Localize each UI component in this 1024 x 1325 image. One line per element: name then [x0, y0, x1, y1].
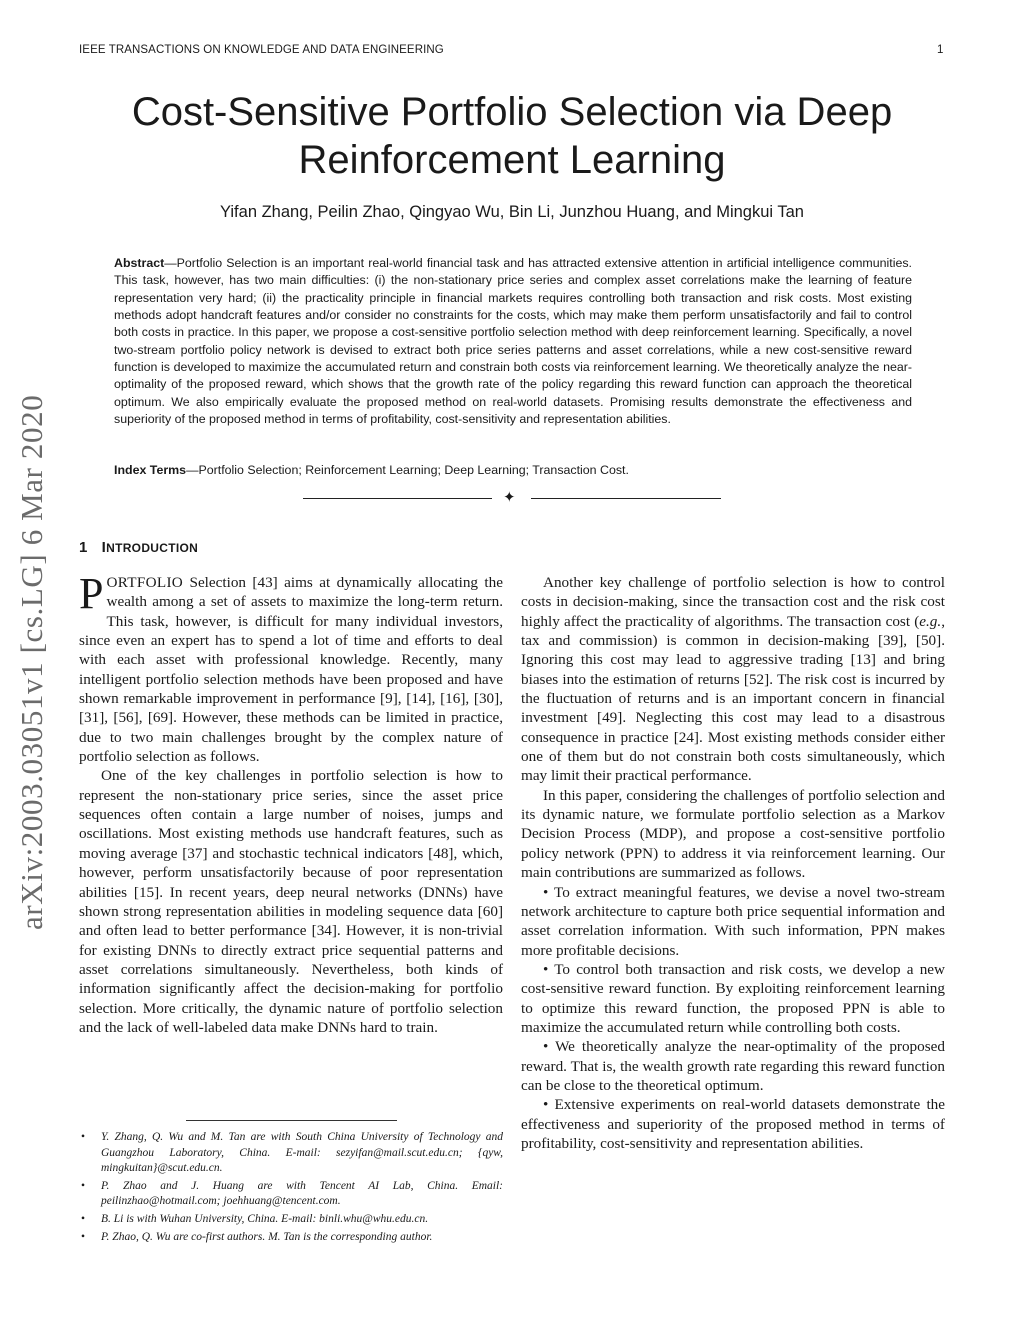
footnote-rule: [186, 1120, 397, 1121]
eg-abbrev: e.g.: [919, 612, 942, 630]
abstract-text: —Portfolio Selection is an important real-world financial task and has attracted extensive attention in artificial intelligence communities. This task, however, has two main difficulties: (i) the non-stationary price series and complex asset correlations make the learning of feature representation very hard; (ii) the practicality principle in financial markets requires controlling both transaction and risk costs. Most existing methods adopt handcraft features and/or consider no constraints for the costs, which may make them perform unsatisfactorily and fail to control both costs in practice. In this paper, we propose a cost-sensitive portfolio selection method with deep reinforcement learning. Specifically, a novel two-stream portfolio policy network is devised to extract both price series patterns and asset correlations, while a new cost-sensitive reward function is developed to maximize the accumulated return and constrain both costs via reinforcement learning. We theoretically analyze the near-optimality of the proposed reward, which shows that the growth rate of the policy regarding this reward function can approach the theoretical optimum. We also empirically evaluate the proposed method on real-world datasets. Promising results demonstrate the effectiveness and superiority of the proposed method in terms of profitability, cost-sensitivity and representation abilities.: [114, 256, 912, 427]
contribution-item: [521, 883, 945, 960]
contribution-item: [521, 960, 945, 1037]
right-paragraph-1: [521, 573, 945, 786]
footnote-text: Y. Zhang, Q. Wu and M. Tan are with South China University of Technology and Guangzhou Laboratory, China. E-mail: sezyifan@mail.scut.edu.cn; {qyw, mingkuitan}@scut.edu.cn.: [101, 1131, 503, 1175]
paper-title: Cost-Sensitive Portfolio Selection via Deep Reinforcement Learning: [131, 90, 893, 182]
bullet-icon: •: [543, 883, 549, 901]
right-paragraph-1-text-a: Another key challenge of portfolio selection is how to control costs in decision-making, since the transaction cost and the risk cost highly affect the practicality of algorithms. The transaction cost (: [521, 574, 945, 630]
contribution-text: To control both transaction and risk costs, we develop a new cost-sensitive reward function. By exploiting reinforcement learning to optimize this reward function, the proposed PPN is able to maximize the accumulated return while controlling both costs.: [521, 960, 945, 1036]
section-number: 1: [79, 539, 88, 556]
footnote-text: B. Li is with Wuhan University, China. E-mail: binli.whu@whu.edu.cn.: [101, 1212, 429, 1225]
index-terms: [114, 463, 912, 477]
footnote-item: [79, 1212, 503, 1228]
journal-header: IEEE TRANSACTIONS ON KNOWLEDGE AND DATA ENGINEERING: [79, 44, 444, 56]
contribution-text: Extensive experiments on real-world datasets demonstrate the effectiveness and superiority of the proposed method in terms of profitability, cost-sensitivity and representation abilities.: [521, 1096, 946, 1152]
separator-line-right: [531, 498, 721, 499]
section-title-rest: NTRODUCTION: [106, 541, 199, 555]
arxiv-stamp[interactable]: arXiv:2003.03051v1 [cs.LG] 6 Mar 2020: [14, 394, 49, 930]
contribution-item: [521, 1095, 945, 1153]
right-paragraph-2: In this paper, considering the challenges of portfolio selection and its dynamic nature, we formulate portfolio selection as a Markov Decision Process (MDP), and propose a cost-sensitive portfolio policy network (PPN) to address it via reinforcement learning. Our main contributions are summarized as follows.: [521, 786, 945, 882]
bullet-icon: •: [543, 960, 549, 978]
bullet-icon: •: [81, 1131, 86, 1143]
contribution-text: To extract meaningful features, we devise a novel two-stream network architecture to capture both price sequential information and asset correlation information. With such information, PPN makes more profitable decisions.: [521, 883, 945, 959]
intro-paragraph-1: [79, 569, 503, 766]
contribution-text: We theoretically analyze the near-optimality of the proposed reward. That is, the wealth growth rate regarding this reward function can be close to the theoretical optimum.: [521, 1038, 945, 1094]
section-separator: [0, 488, 1024, 508]
contribution-item: [521, 1037, 945, 1095]
abstract-label: Abstract: [114, 256, 165, 270]
footnote-item: [79, 1230, 503, 1246]
bullet-icon: •: [81, 1212, 86, 1225]
intro-paragraph-2: One of the key challenges in portfolio selection is how to represent the non-stationary price series, since the asset price sequences often contain a large number of noises, jumps and oscillations. Most existing methods use handcraft features, such as moving average [37] and stochastic technical indicators [48], which, however, perform unsatisfactorily because of poor representation abilities [15]. In recent years, deep neural networks (DNNs) have shown strong representation abilities in modeling sequence data [60] and often lead to better performance [34]. However, it is non-trivial for existing DNNs to directly extract price sequential patterns and asset correlations simultaneously. Nevertheless, both kinds of information significantly affect the decision-making for portfolio selection. More critically, the dynamic nature of portfolio selection and the lack of well-labeled data make DNNs hard to train.: [79, 767, 503, 1036]
page-number: 1: [937, 44, 944, 56]
right-paragraph-1-text-b: , tax and commission) is common in decision-making [39], [50]. Ignoring this cost may lead to aggressive trading [13] and bring biases into the estimation of returns [52]. The risk cost is incurred by the fluctuation of returns and is an important concern in financial investment [49]. Neglecting this cost may lead to a disastrous consequence in practice [24]. Most existing methods consider either one of them but do not constrain both costs simultaneously, which may limit their practical performance.: [521, 612, 945, 785]
separator-line-left: [303, 498, 492, 499]
footnote-item: [79, 1179, 503, 1210]
separator-star-icon: ✦: [503, 490, 516, 506]
right-column: [521, 573, 945, 1153]
bullet-icon: •: [81, 1179, 86, 1192]
section-heading-introduction: [79, 539, 198, 556]
intro-paragraph-1-text: Selection [43] aims at dynamically allocating the wealth among a set of assets to maximize the long-term return. This task, however, is difficult for many individual investors, since even an expert has to spend a lot of time and efforts to deal with each asset with professional knowledge. Recently, many intelligent portfolio selection methods have been proposed and have shown remarkable improvement in performance [9], [14], [16], [30], [31], [56], [69]. However, these methods can be limited in practice, due to two main challenges brought by the complex nature of portfolio selection as follows.: [79, 574, 503, 766]
author-list: Yifan Zhang, Peilin Zhao, Qingyao Wu, Bin Li, Junzhou Huang, and Mingkui Tan: [220, 203, 804, 221]
section-title-initial: I: [101, 539, 107, 556]
abstract: [114, 255, 912, 428]
index-terms-label: Index Terms: [114, 463, 187, 477]
footnote-text: P. Zhao and J. Huang are with Tencent AI Lab, China. Email: peilinzhao@hotmail.com; joehhuang@tencent.com.: [101, 1179, 503, 1208]
drop-cap: P: [79, 569, 104, 618]
left-column: [79, 569, 503, 1037]
intro-smallcaps: ORTFOLIO: [106, 574, 184, 591]
bullet-icon: •: [81, 1230, 86, 1243]
bullet-icon: •: [543, 1038, 549, 1056]
footnotes: [79, 1130, 503, 1247]
footnote-item: [79, 1130, 503, 1177]
index-terms-text: —Portfolio Selection; Reinforcement Learning; Deep Learning; Transaction Cost.: [186, 463, 629, 477]
footnote-text: P. Zhao, Q. Wu are co-first authors. M. Tan is the corresponding author.: [101, 1230, 433, 1243]
bullet-icon: •: [543, 1096, 549, 1114]
